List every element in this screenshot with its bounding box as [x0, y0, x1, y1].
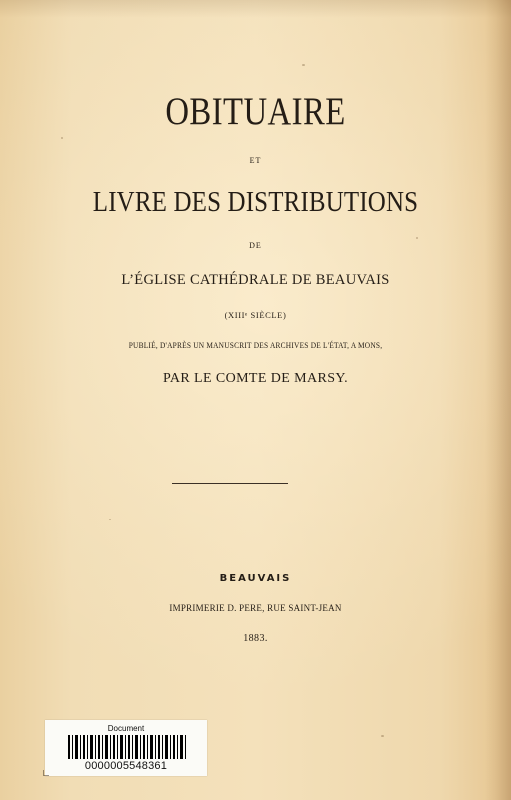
century-line: (XIIIᵉ SIÈCLE) [224, 310, 287, 320]
publication-year: 1883. [243, 633, 268, 644]
secondary-title: LIVRE DES DISTRIBUTIONS [92, 186, 419, 218]
barcode-icon [68, 735, 186, 759]
main-title: OBITUAIRE [165, 90, 346, 133]
church-line: L’ÉGLISE CATHÉDRALE DE BEAUVAIS [121, 272, 390, 288]
paper-speck [302, 64, 305, 66]
paper-speck [416, 237, 418, 239]
barcode-number: 0000005548361 [84, 760, 168, 772]
publication-line: PUBLIÉ, D'APRÈS UN MANUSCRIT DES ARCHIVES DE L'ÉTAT, A MONS, [128, 341, 383, 350]
label-corner-mark [43, 770, 49, 776]
document-barcode-label [45, 720, 207, 776]
connector-de: DE [249, 241, 262, 250]
paper-speck [381, 735, 384, 737]
publication-city: BEAUVAIS [219, 573, 292, 584]
right-page-edge-shadow [485, 0, 511, 800]
paper-speck [61, 137, 63, 139]
ornamental-rule [172, 483, 288, 484]
connector-et: ET [249, 156, 262, 165]
top-page-shadow [0, 0, 511, 18]
barcode-label-heading: Document [107, 724, 145, 733]
printer-line: IMPRIMERIE D. PERE, RUE SAINT-JEAN [169, 603, 342, 613]
paper-speck [109, 519, 111, 520]
author-line: PAR LE COMTE DE MARSY. [162, 371, 348, 386]
